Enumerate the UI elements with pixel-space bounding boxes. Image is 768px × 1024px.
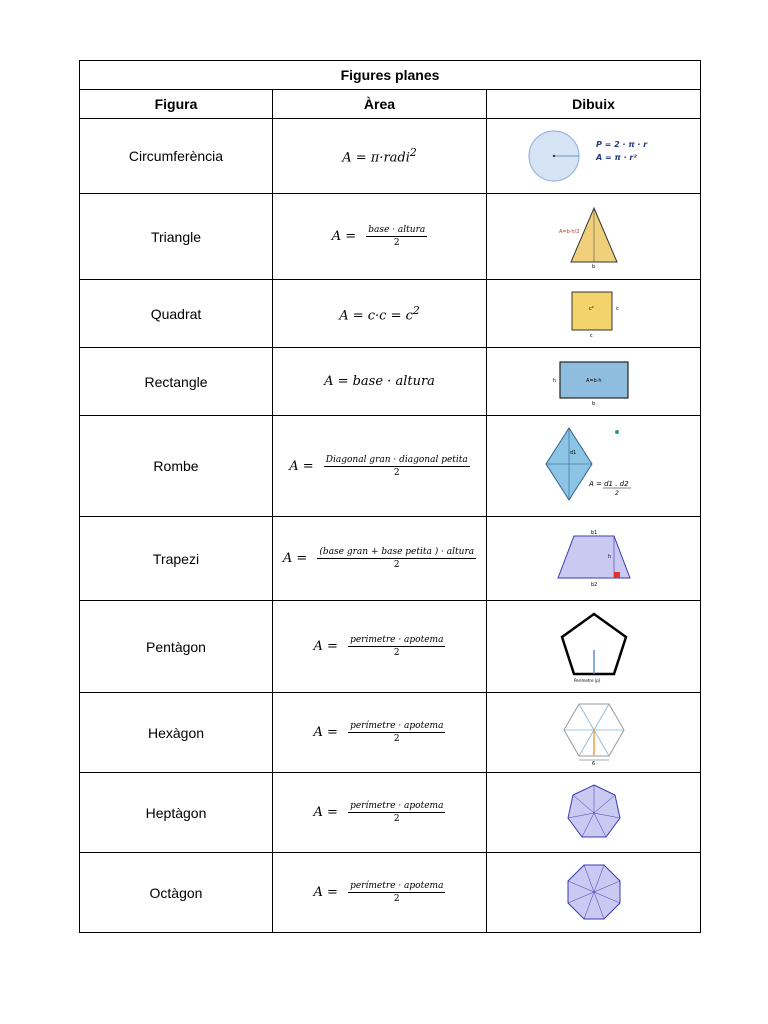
formula-numerator: perímetre · apotema bbox=[350, 881, 444, 891]
formula-numerator: (base gran + base petita ) · altura bbox=[319, 547, 475, 557]
formula-lhs: A = bbox=[289, 458, 314, 474]
table-row bbox=[80, 693, 701, 773]
formula-denominator: 2 bbox=[393, 648, 400, 658]
area-formula bbox=[273, 280, 487, 348]
area-formula bbox=[273, 348, 487, 416]
drawing-rhombus bbox=[487, 416, 701, 517]
drawing-trapezoid bbox=[487, 517, 701, 601]
formula-lhs: A = bbox=[313, 725, 338, 740]
square-drawing bbox=[564, 288, 624, 340]
drawing-circle bbox=[487, 119, 701, 194]
hexagon-side-label: 6 bbox=[591, 760, 595, 766]
header-area: Àrea bbox=[273, 90, 487, 119]
header-dibuix: Dibuix bbox=[487, 90, 701, 119]
area-formula bbox=[273, 773, 487, 853]
figure-name: Octàgon bbox=[80, 853, 273, 933]
square-side-label: c bbox=[615, 305, 619, 312]
rectangle-base-label: b bbox=[591, 400, 595, 406]
trapezoid-h-label: h bbox=[607, 553, 611, 560]
area-formula bbox=[273, 601, 487, 693]
figure-name: Circumferència bbox=[80, 119, 273, 194]
circle-perimeter-formula: P = 2 · π · r bbox=[595, 140, 647, 149]
formula-exponent: 2 bbox=[412, 303, 420, 317]
area-formula bbox=[273, 119, 487, 194]
formula-numerator: Diagonal gran · diagonal petita bbox=[325, 454, 468, 465]
formula-lhs: A = bbox=[313, 805, 338, 820]
rhombus-drawing bbox=[539, 424, 649, 508]
formula-denominator: 2 bbox=[393, 734, 400, 744]
formula-denominator: 2 bbox=[393, 814, 400, 824]
formula-denominator: 2 bbox=[393, 560, 400, 570]
figure-name: Triangle bbox=[80, 194, 273, 280]
triangle-formula-label: A=b·h/2 bbox=[558, 228, 579, 235]
circle-drawing bbox=[524, 125, 664, 187]
figure-name: Heptàgon bbox=[80, 773, 273, 853]
area-formula bbox=[273, 416, 487, 517]
rhombus-d1-label: d1 bbox=[569, 450, 576, 456]
trapezoid-b2-label: b2 bbox=[590, 581, 597, 588]
figure-name: Rectangle bbox=[80, 348, 273, 416]
rhombus-formula: A = d1 . d2 bbox=[588, 480, 629, 488]
figure-name: Trapezi bbox=[80, 517, 273, 601]
pentagon-perimeter-label: Perímetre (p) bbox=[573, 677, 600, 683]
rectangle-drawing bbox=[552, 358, 636, 406]
formula-lhs: A = base · altura bbox=[324, 374, 435, 389]
drawing-hexagon bbox=[487, 693, 701, 773]
square-bottom-label: c bbox=[589, 332, 593, 339]
formula-lhs: A = π·radi bbox=[342, 150, 410, 166]
formula-lhs: A = bbox=[331, 229, 357, 244]
drawing-heptagon bbox=[487, 773, 701, 853]
drawing-octagon bbox=[487, 853, 701, 933]
formula-numerator: perímetre · apotema bbox=[350, 721, 444, 731]
formula-numerator: perímetre · apotema bbox=[350, 801, 444, 811]
table-row bbox=[80, 773, 701, 853]
table-row bbox=[80, 853, 701, 933]
formula-lhs: A = bbox=[313, 639, 338, 654]
table-row bbox=[80, 280, 701, 348]
trapezoid-b1-label: b1 bbox=[590, 529, 597, 536]
formula-exponent: 2 bbox=[409, 146, 417, 160]
rectangle-height-label: h bbox=[552, 377, 556, 384]
area-formula bbox=[273, 853, 487, 933]
formula-lhs: A = c·c = c bbox=[339, 308, 413, 324]
triangle-base-label: b bbox=[591, 263, 595, 269]
square-area-label: c² bbox=[588, 305, 594, 312]
formula-denominator: 2 bbox=[393, 894, 400, 904]
figures-table bbox=[79, 60, 701, 933]
figure-name: Rombe bbox=[80, 416, 273, 517]
drawing-pentagon bbox=[487, 601, 701, 693]
figure-name: Hexàgon bbox=[80, 693, 273, 773]
table-title: Figures planes bbox=[80, 61, 701, 90]
table-row bbox=[80, 601, 701, 693]
formula-denominator: 2 bbox=[393, 238, 400, 248]
formula-numerator: perimetre · apotema bbox=[350, 635, 444, 645]
area-formula bbox=[273, 693, 487, 773]
table-row bbox=[80, 194, 701, 280]
formula-denominator: 2 bbox=[393, 467, 400, 478]
octagon-drawing bbox=[562, 861, 626, 925]
formula-lhs: A = bbox=[313, 885, 338, 900]
table-row bbox=[80, 517, 701, 601]
formula-numerator: base · altura bbox=[368, 225, 426, 235]
heptagon-drawing bbox=[562, 781, 626, 845]
hexagon-drawing bbox=[559, 700, 629, 766]
formula-lhs: A = bbox=[282, 551, 308, 566]
table-row bbox=[80, 119, 701, 194]
figure-name: Quadrat bbox=[80, 280, 273, 348]
trapezoid-drawing bbox=[552, 528, 636, 590]
figure-name: Pentàgon bbox=[80, 601, 273, 693]
circle-area-formula: A = π · r² bbox=[595, 153, 637, 162]
rectangle-area-label: A=b·h bbox=[585, 377, 602, 384]
triangle-drawing bbox=[559, 205, 629, 269]
pentagon-drawing bbox=[554, 610, 634, 684]
drawing-square bbox=[487, 280, 701, 348]
area-formula bbox=[273, 517, 487, 601]
rhombus-formula-den: 2 bbox=[614, 490, 619, 497]
table-row bbox=[80, 416, 701, 517]
table-row bbox=[80, 348, 701, 416]
area-formula bbox=[273, 194, 487, 280]
header-figura: Figura bbox=[80, 90, 273, 119]
drawing-rectangle bbox=[487, 348, 701, 416]
drawing-triangle bbox=[487, 194, 701, 280]
